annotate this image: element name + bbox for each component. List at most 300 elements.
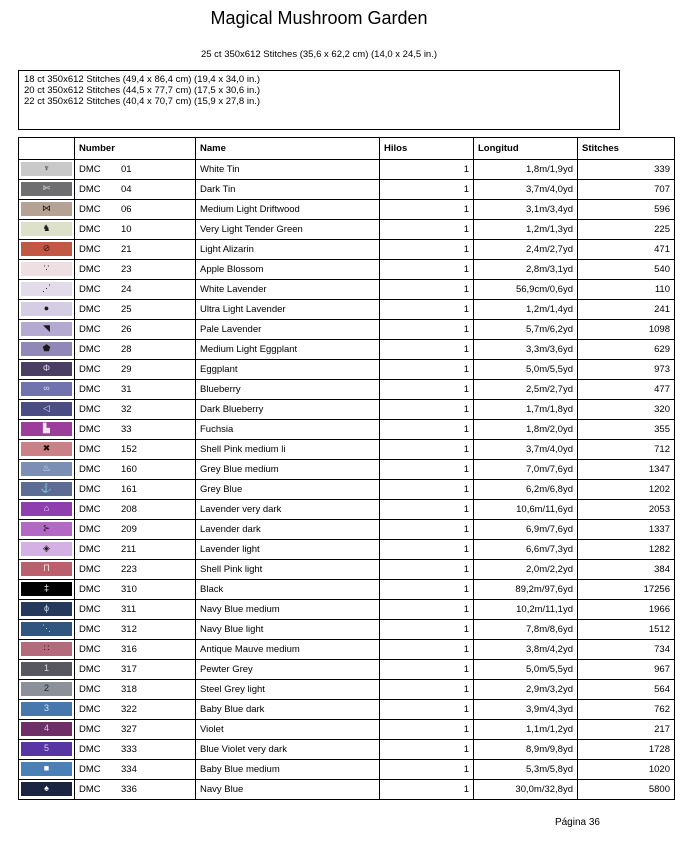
header-row	[19, 138, 675, 160]
brand-label: DMC	[79, 784, 101, 795]
table-row	[19, 460, 675, 480]
header-name: Name	[196, 138, 380, 160]
stitch-symbol-icon: ◁	[43, 403, 50, 413]
color-swatch-cell	[19, 600, 75, 620]
length-cell: 1,8m/2,0yd	[474, 420, 578, 440]
thread-number-cell	[75, 260, 196, 280]
color-swatch-cell	[19, 640, 75, 660]
thread-number-cell	[75, 340, 196, 360]
stitch-symbol-icon: ▙	[43, 423, 50, 433]
color-swatch	[21, 442, 72, 456]
brand-label: DMC	[79, 204, 101, 215]
brand-label: DMC	[79, 624, 101, 635]
stitch-symbol-icon: 2	[43, 683, 49, 693]
color-swatch	[21, 762, 72, 776]
stitch-count-cell: 2053	[578, 500, 675, 520]
color-swatch-cell	[19, 320, 75, 340]
strands-cell: 1	[380, 580, 474, 600]
table-row	[19, 780, 675, 800]
stitch-count-cell: 5800	[578, 780, 675, 800]
thread-name-cell: Lavender very dark	[196, 500, 380, 520]
stitch-count-cell: 17256	[578, 580, 675, 600]
strands-cell: 1	[380, 220, 474, 240]
thread-name-cell: Dark Blueberry	[196, 400, 380, 420]
length-cell: 1,2m/1,3yd	[474, 220, 578, 240]
stitch-count-cell: 339	[578, 160, 675, 180]
stitch-symbol-icon: ϕ	[43, 603, 50, 613]
table-row	[19, 480, 675, 500]
thread-number-cell	[75, 200, 196, 220]
brand-label: DMC	[79, 464, 101, 475]
stitch-count-cell: 1282	[578, 540, 675, 560]
length-cell: 3,7m/4,0yd	[474, 180, 578, 200]
thread-number-cell	[75, 540, 196, 560]
thread-number-cell	[75, 500, 196, 520]
color-swatch	[21, 242, 72, 256]
color-swatch	[21, 642, 72, 656]
color-swatch-cell	[19, 200, 75, 220]
stitch-symbol-icon: ‡	[43, 583, 49, 593]
thread-number-cell	[75, 400, 196, 420]
color-swatch	[21, 782, 72, 796]
stitch-symbol-icon: 1	[43, 663, 49, 673]
length-cell: 7,8m/8,6yd	[474, 620, 578, 640]
stitch-count-cell: 241	[578, 300, 675, 320]
length-cell: 3,8m/4,2yd	[474, 640, 578, 660]
strands-cell: 1	[380, 700, 474, 720]
strands-cell: 1	[380, 260, 474, 280]
brand-label: DMC	[79, 424, 101, 435]
color-swatch-cell	[19, 560, 75, 580]
color-swatch-cell	[19, 680, 75, 700]
thread-name-cell: Fuchsia	[196, 420, 380, 440]
strands-cell: 1	[380, 620, 474, 640]
color-swatch-cell	[19, 300, 75, 320]
thread-code: 31	[121, 384, 132, 395]
thread-code: 327	[121, 724, 137, 735]
length-cell: 3,9m/4,3yd	[474, 700, 578, 720]
thread-number-cell	[75, 740, 196, 760]
color-swatch-cell	[19, 220, 75, 240]
brand-label: DMC	[79, 644, 101, 655]
table-row	[19, 220, 675, 240]
color-swatch-cell	[19, 460, 75, 480]
strands-cell: 1	[380, 660, 474, 680]
thread-name-cell: Dark Tin	[196, 180, 380, 200]
stitch-symbol-icon: ♠	[44, 783, 49, 793]
stitch-symbol-icon: ♆	[43, 163, 50, 173]
thread-number-cell	[75, 380, 196, 400]
thread-code: 317	[121, 664, 137, 675]
strands-cell: 1	[380, 340, 474, 360]
thread-code: 316	[121, 644, 137, 655]
stitch-symbol-icon: ✄	[42, 183, 51, 193]
thread-code: 310	[121, 584, 137, 595]
strands-cell: 1	[380, 200, 474, 220]
stitch-count-cell: 355	[578, 420, 675, 440]
color-swatch	[21, 182, 72, 196]
thread-name-cell: Baby Blue dark	[196, 700, 380, 720]
stitch-count-cell: 973	[578, 360, 675, 380]
table-row	[19, 260, 675, 280]
brand-label: DMC	[79, 764, 101, 775]
thread-code: 01	[121, 164, 132, 175]
thread-name-cell: Antique Mauve medium	[196, 640, 380, 660]
table-row	[19, 740, 675, 760]
stitch-symbol-icon: ⚓	[40, 483, 53, 493]
color-swatch	[21, 662, 72, 676]
color-swatch	[21, 522, 72, 536]
stitch-count-cell: 564	[578, 680, 675, 700]
strands-cell: 1	[380, 460, 474, 480]
thread-number-cell	[75, 600, 196, 620]
table-row	[19, 180, 675, 200]
table-row	[19, 600, 675, 620]
thread-number-cell	[75, 780, 196, 800]
thread-name-cell: Medium Light Driftwood	[196, 200, 380, 220]
strands-cell: 1	[380, 680, 474, 700]
strands-cell: 1	[380, 540, 474, 560]
stitch-count-cell: 762	[578, 700, 675, 720]
table-row	[19, 520, 675, 540]
length-cell: 1,1m/1,2yd	[474, 720, 578, 740]
length-cell: 3,3m/3,6yd	[474, 340, 578, 360]
thread-number-cell	[75, 180, 196, 200]
strands-cell: 1	[380, 560, 474, 580]
thread-number-cell	[75, 720, 196, 740]
color-swatch-cell	[19, 720, 75, 740]
thread-code: 312	[121, 624, 137, 635]
color-swatch	[21, 342, 72, 356]
length-cell: 89,2m/97,6yd	[474, 580, 578, 600]
brand-label: DMC	[79, 544, 101, 555]
thread-name-cell: White Tin	[196, 160, 380, 180]
length-cell: 5,0m/5,5yd	[474, 360, 578, 380]
thread-number-cell	[75, 640, 196, 660]
table-row	[19, 540, 675, 560]
strands-cell: 1	[380, 160, 474, 180]
thread-name-cell: Navy Blue light	[196, 620, 380, 640]
table-row	[19, 700, 675, 720]
color-swatch-cell	[19, 760, 75, 780]
brand-label: DMC	[79, 444, 101, 455]
color-swatch	[21, 482, 72, 496]
thread-code: 29	[121, 364, 132, 375]
brand-label: DMC	[79, 284, 101, 295]
color-swatch	[21, 202, 72, 216]
stitch-count-cell: 1098	[578, 320, 675, 340]
stitch-count-cell: 225	[578, 220, 675, 240]
strands-cell: 1	[380, 480, 474, 500]
stitch-count-cell: 1347	[578, 460, 675, 480]
table-row	[19, 340, 675, 360]
length-cell: 2,0m/2,2yd	[474, 560, 578, 580]
length-cell: 1,7m/1,8yd	[474, 400, 578, 420]
brand-label: DMC	[79, 484, 101, 495]
color-swatch	[21, 162, 72, 176]
stitch-symbol-icon: 3	[43, 703, 49, 713]
thread-code: 311	[121, 604, 137, 615]
brand-label: DMC	[79, 744, 101, 755]
length-cell: 5,0m/5,5yd	[474, 660, 578, 680]
info-line-20ct: 20 ct 350x612 Stitches (44,5 x 77,7 cm) (17,5 x 30,6 in.)	[24, 85, 261, 96]
thread-name-cell: Grey Blue	[196, 480, 380, 500]
strands-cell: 1	[380, 400, 474, 420]
thread-name-cell: Shell Pink medium li	[196, 440, 380, 460]
table-row	[19, 200, 675, 220]
table-row	[19, 640, 675, 660]
color-swatch	[21, 322, 72, 336]
stitch-symbol-icon: ●	[43, 303, 50, 313]
strands-cell: 1	[380, 380, 474, 400]
length-cell: 30,0m/32,8yd	[474, 780, 578, 800]
strands-cell: 1	[380, 520, 474, 540]
thread-code: 208	[121, 504, 137, 515]
stitch-symbol-icon: Π	[43, 563, 50, 573]
stitch-symbol-icon: ∞	[43, 383, 50, 393]
stitch-symbol-icon: ⋈	[42, 203, 51, 213]
fabric-size-info-box	[18, 70, 620, 130]
length-cell: 6,6m/7,3yd	[474, 540, 578, 560]
length-cell: 6,2m/6,8yd	[474, 480, 578, 500]
stitch-symbol-icon: ■	[43, 763, 50, 773]
color-swatch-cell	[19, 400, 75, 420]
thread-name-cell: Pale Lavender	[196, 320, 380, 340]
header-stitches: Stitches	[578, 138, 675, 160]
strands-cell: 1	[380, 300, 474, 320]
table-row	[19, 560, 675, 580]
brand-label: DMC	[79, 704, 101, 715]
thread-number-cell	[75, 480, 196, 500]
table-row	[19, 160, 675, 180]
table-row	[19, 360, 675, 380]
thread-name-cell: Ultra Light Lavender	[196, 300, 380, 320]
table-row	[19, 660, 675, 680]
brand-label: DMC	[79, 164, 101, 175]
thread-name-cell: Very Light Tender Green	[196, 220, 380, 240]
table-row	[19, 580, 675, 600]
brand-label: DMC	[79, 364, 101, 375]
color-swatch-cell	[19, 480, 75, 500]
stitch-symbol-icon: Φ	[42, 363, 51, 373]
thread-code: 23	[121, 264, 132, 275]
brand-label: DMC	[79, 724, 101, 735]
thread-name-cell: Lavender dark	[196, 520, 380, 540]
color-swatch-cell	[19, 700, 75, 720]
header-longitud: Longitud	[474, 138, 578, 160]
strands-cell: 1	[380, 440, 474, 460]
length-cell: 8,9m/9,8yd	[474, 740, 578, 760]
thread-code: 24	[121, 284, 132, 295]
thread-code: 333	[121, 744, 137, 755]
color-swatch-cell	[19, 160, 75, 180]
table-row	[19, 620, 675, 640]
thread-name-cell: Blueberry	[196, 380, 380, 400]
color-swatch-cell	[19, 620, 75, 640]
table-row	[19, 280, 675, 300]
thread-number-cell	[75, 460, 196, 480]
thread-name-cell: Eggplant	[196, 360, 380, 380]
stitch-count-cell: 471	[578, 240, 675, 260]
header-number: Number	[75, 138, 196, 160]
stitch-symbol-icon: ◈	[43, 543, 50, 553]
strands-cell: 1	[380, 640, 474, 660]
brand-label: DMC	[79, 664, 101, 675]
thread-code: 336	[121, 784, 137, 795]
strands-cell: 1	[380, 240, 474, 260]
stitch-count-cell: 110	[578, 280, 675, 300]
length-cell: 1,8m/1,9yd	[474, 160, 578, 180]
color-swatch-cell	[19, 440, 75, 460]
stitch-count-cell: 1337	[578, 520, 675, 540]
stitch-symbol-icon: ⋱	[42, 623, 51, 633]
color-table-body	[19, 160, 675, 800]
brand-label: DMC	[79, 224, 101, 235]
brand-label: DMC	[79, 584, 101, 595]
stitch-count-cell: 477	[578, 380, 675, 400]
color-swatch	[21, 702, 72, 716]
color-swatch	[21, 502, 72, 516]
color-swatch	[21, 422, 72, 436]
info-line-22ct: 22 ct 350x612 Stitches (40,4 x 70,7 cm) (15,9 x 27,8 in.)	[24, 96, 261, 107]
color-swatch	[21, 622, 72, 636]
color-swatch-cell	[19, 520, 75, 540]
thread-name-cell: Medium Light Eggplant	[196, 340, 380, 360]
brand-label: DMC	[79, 324, 101, 335]
color-swatch	[21, 382, 72, 396]
thread-number-cell	[75, 300, 196, 320]
header-hilos: Hilos	[380, 138, 474, 160]
page-number: Página 36	[554, 817, 600, 828]
thread-code: 334	[121, 764, 137, 775]
table-row	[19, 240, 675, 260]
color-swatch-cell	[19, 780, 75, 800]
color-swatch-cell	[19, 260, 75, 280]
thread-code: 21	[121, 244, 132, 255]
color-swatch-cell	[19, 180, 75, 200]
thread-code: 318	[121, 684, 137, 695]
color-swatch	[21, 282, 72, 296]
color-swatch	[21, 582, 72, 596]
brand-label: DMC	[79, 344, 101, 355]
table-row	[19, 440, 675, 460]
header-swatch	[19, 138, 75, 160]
color-swatch-cell	[19, 340, 75, 360]
color-swatch	[21, 682, 72, 696]
thread-code: 26	[121, 324, 132, 335]
stitch-symbol-icon: ∵	[43, 263, 50, 273]
thread-number-cell	[75, 160, 196, 180]
thread-name-cell: Steel Grey light	[196, 680, 380, 700]
thread-name-cell: Pewter Grey	[196, 660, 380, 680]
stitch-symbol-icon: 4	[43, 723, 49, 733]
strands-cell: 1	[380, 320, 474, 340]
thread-number-cell	[75, 660, 196, 680]
stitch-count-cell: 712	[578, 440, 675, 460]
stitch-count-cell: 734	[578, 640, 675, 660]
thread-code: 161	[121, 484, 137, 495]
strands-cell: 1	[380, 600, 474, 620]
thread-code: 06	[121, 204, 132, 215]
page-title: Magical Mushroom Garden	[210, 8, 428, 28]
stitch-count-cell: 217	[578, 720, 675, 740]
thread-name-cell: Shell Pink light	[196, 560, 380, 580]
color-swatch-cell	[19, 580, 75, 600]
thread-name-cell: Light Alizarin	[196, 240, 380, 260]
stitch-count-cell: 707	[578, 180, 675, 200]
strands-cell: 1	[380, 500, 474, 520]
stitch-count-cell: 1966	[578, 600, 675, 620]
brand-label: DMC	[79, 264, 101, 275]
strands-cell: 1	[380, 360, 474, 380]
length-cell: 2,5m/2,7yd	[474, 380, 578, 400]
stitch-symbol-icon: ✖	[42, 443, 51, 453]
stitch-symbol-icon: ♞	[42, 223, 51, 233]
stitch-symbol-icon: 5	[43, 743, 49, 753]
strands-cell: 1	[380, 780, 474, 800]
thread-number-cell	[75, 240, 196, 260]
table-row	[19, 420, 675, 440]
color-swatch-cell	[19, 380, 75, 400]
table-row	[19, 680, 675, 700]
color-swatch-cell	[19, 360, 75, 380]
thread-code: 33	[121, 424, 132, 435]
brand-label: DMC	[79, 184, 101, 195]
thread-name-cell: Blue Violet very dark	[196, 740, 380, 760]
color-swatch	[21, 722, 72, 736]
strands-cell: 1	[380, 420, 474, 440]
length-cell: 56,9cm/0,6yd	[474, 280, 578, 300]
length-cell: 2,8m/3,1yd	[474, 260, 578, 280]
color-swatch-cell	[19, 280, 75, 300]
thread-name-cell: Grey Blue medium	[196, 460, 380, 480]
length-cell: 1,2m/1,4yd	[474, 300, 578, 320]
thread-name-cell: Black	[196, 580, 380, 600]
color-swatch-cell	[19, 540, 75, 560]
thread-name-cell: Apple Blossom	[196, 260, 380, 280]
thread-number-cell	[75, 700, 196, 720]
table-row	[19, 320, 675, 340]
table-row	[19, 400, 675, 420]
thread-name-cell: Navy Blue	[196, 780, 380, 800]
stitch-count-cell: 967	[578, 660, 675, 680]
stitch-symbol-icon: ⬟	[42, 343, 51, 353]
strands-cell: 1	[380, 280, 474, 300]
thread-name-cell: Violet	[196, 720, 380, 740]
thread-name-cell: Lavender light	[196, 540, 380, 560]
length-cell: 3,7m/4,0yd	[474, 440, 578, 460]
thread-number-cell	[75, 440, 196, 460]
length-cell: 10,2m/11,1yd	[474, 600, 578, 620]
info-line-18ct: 18 ct 350x612 Stitches (49,4 x 86,4 cm) (19,4 x 34,0 in.)	[24, 74, 261, 85]
brand-label: DMC	[79, 524, 101, 535]
stitch-count-cell: 1728	[578, 740, 675, 760]
color-swatch-cell	[19, 660, 75, 680]
table-row	[19, 760, 675, 780]
color-swatch	[21, 742, 72, 756]
stitch-count-cell: 384	[578, 560, 675, 580]
stitch-count-cell: 629	[578, 340, 675, 360]
stitch-symbol-icon: ⋰	[42, 283, 51, 293]
thread-code: 28	[121, 344, 132, 355]
stitch-count-cell: 1202	[578, 480, 675, 500]
thread-number-cell	[75, 320, 196, 340]
thread-number-cell	[75, 420, 196, 440]
table-row	[19, 300, 675, 320]
strands-cell: 1	[380, 180, 474, 200]
color-swatch	[21, 362, 72, 376]
stitch-symbol-icon: ⊱	[42, 523, 51, 533]
